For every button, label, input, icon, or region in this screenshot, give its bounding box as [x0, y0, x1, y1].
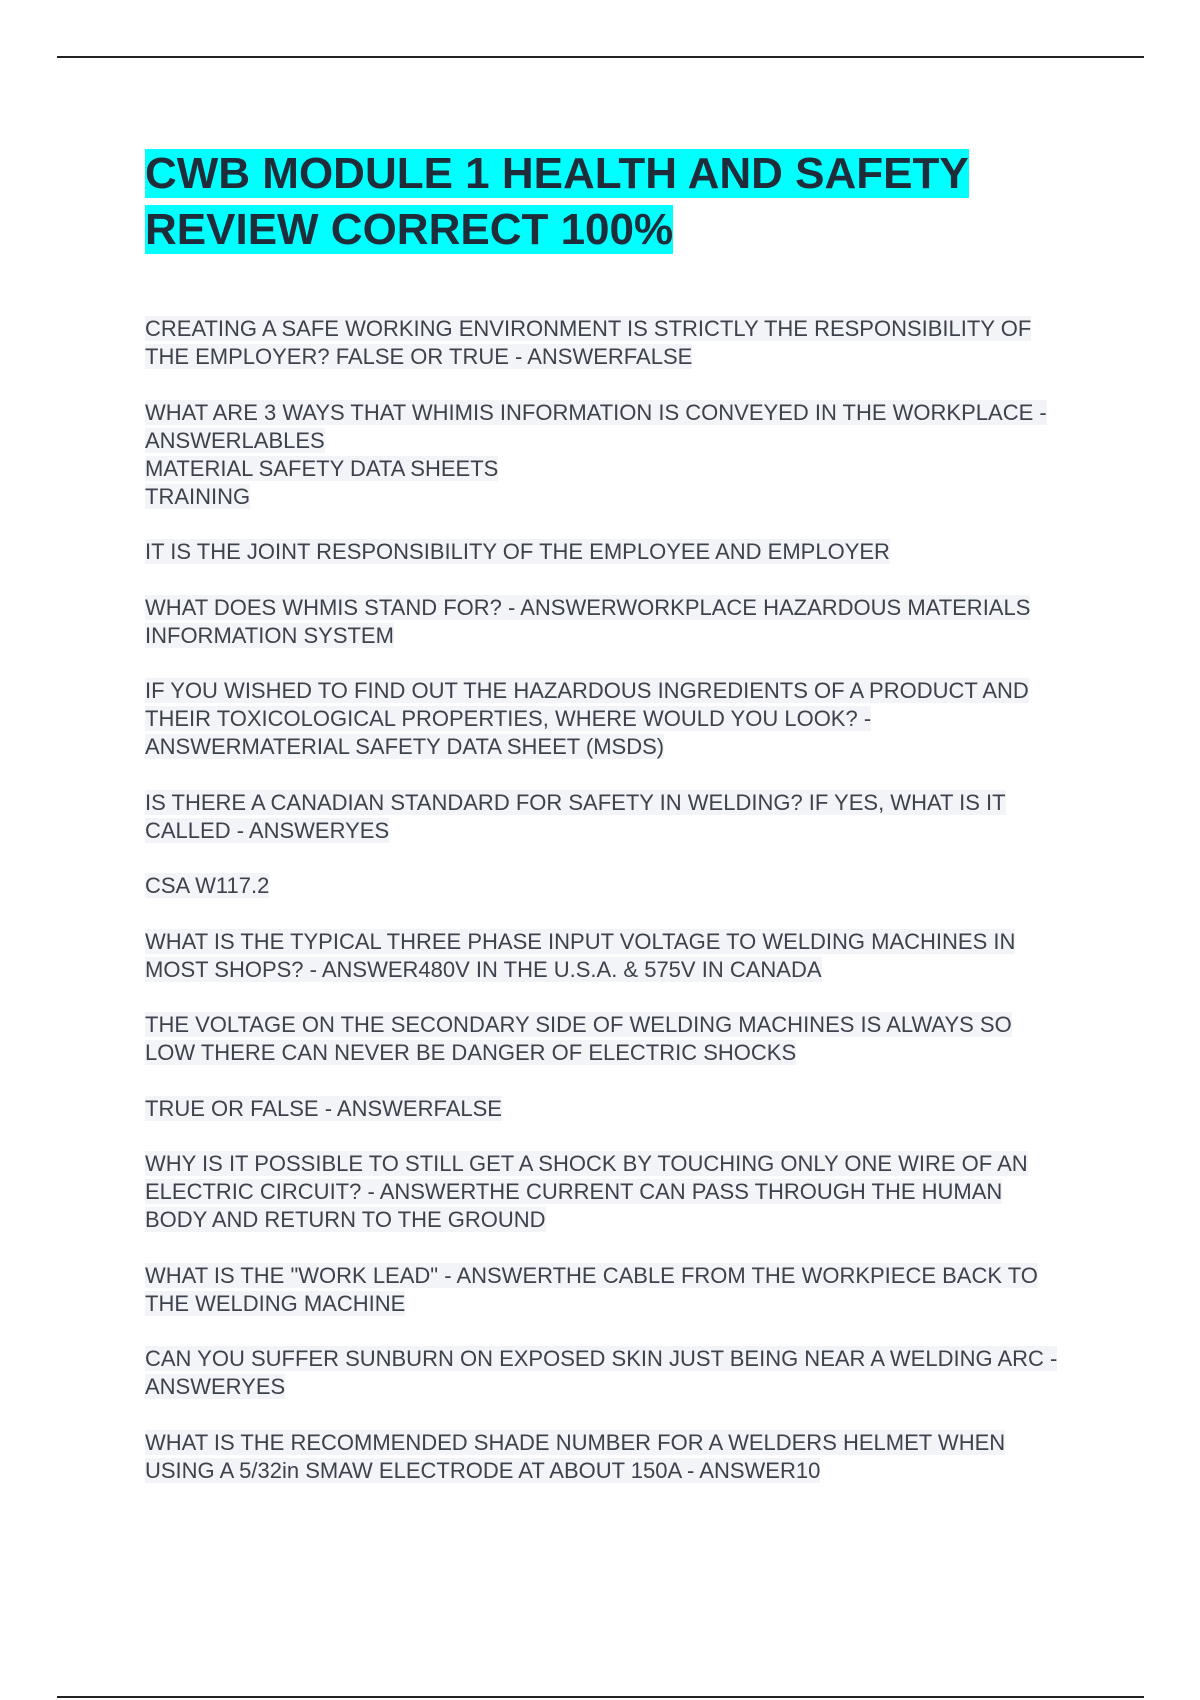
qa-paragraph	[145, 399, 1060, 511]
qa-text: WHAT ARE 3 WAYS THAT WHIMIS INFORMATION IS CONVEYED IN THE WORKPLACE - ANSWERLABLES MATERIAL SAFETY DATA SHEETS TRAINING	[145, 399, 1047, 509]
footer-rule	[57, 1696, 1144, 1698]
qa-text: IT IS THE JOINT RESPONSIBILITY OF THE EMPLOYEE AND EMPLOYER	[145, 539, 890, 564]
qa-paragraph	[145, 594, 1060, 650]
qa-text: IS THERE A CANADIAN STANDARD FOR SAFETY IN WELDING? IF YES, WHAT IS IT CALLED - ANSWERYES	[145, 789, 1006, 843]
qa-paragraph	[145, 928, 1060, 984]
qa-text: CAN YOU SUFFER SUNBURN ON EXPOSED SKIN JUST BEING NEAR A WELDING ARC - ANSWERYES	[145, 1346, 1058, 1399]
qa-paragraph	[145, 677, 1060, 761]
header-rule	[57, 56, 1144, 58]
qa-paragraph	[145, 1011, 1060, 1067]
qa-paragraph	[145, 1150, 1060, 1234]
qa-text: WHAT IS THE RECOMMENDED SHADE NUMBER FOR A WELDERS HELMET WHEN USING A 5/32in SMAW ELECTRODE AT ABOUT 150A - ANSWER10	[145, 1429, 1006, 1483]
qa-text: IF YOU WISHED TO FIND OUT THE HAZARDOUS INGREDIENTS OF A PRODUCT AND THEIR TOXICOLOGICAL PROPERTIES, WHERE WOULD YOU LOOK? - ANSWERMATERIAL SAFETY DATA SHEET (MSDS)	[145, 678, 1029, 759]
qa-paragraph	[145, 1345, 1060, 1401]
qa-text: WHAT IS THE TYPICAL THREE PHASE INPUT VOLTAGE TO WELDING MACHINES IN MOST SHOPS? - ANSWER480V IN THE U.S.A. & 575V IN CANADA	[145, 928, 1016, 982]
qa-text: TRUE OR FALSE - ANSWERFALSE	[145, 1095, 502, 1121]
qa-list	[145, 315, 1060, 1485]
qa-paragraph	[145, 872, 1060, 900]
qa-paragraph	[145, 1262, 1060, 1318]
qa-paragraph	[145, 789, 1060, 845]
qa-text: CREATING A SAFE WORKING ENVIRONMENT IS STRICTLY THE RESPONSIBILITY OF THE EMPLOYER? FALSE OR TRUE - ANSWERFALSE	[145, 316, 1032, 369]
qa-text: WHAT IS THE "WORK LEAD" - ANSWERTHE CABLE FROM THE WORKPIECE BACK TO THE WELDING MACHINE	[145, 1262, 1038, 1316]
document-title	[145, 146, 1060, 258]
qa-paragraph	[145, 315, 1060, 371]
qa-paragraph	[145, 538, 1060, 566]
qa-paragraph	[145, 1429, 1060, 1485]
title-text: CWB MODULE 1 HEALTH AND SAFETY REVIEW CORRECT 100%	[145, 149, 969, 254]
qa-text: THE VOLTAGE ON THE SECONDARY SIDE OF WELDING MACHINES IS ALWAYS SO LOW THERE CAN NEVER BE DANGER OF ELECTRIC SHOCKS	[145, 1012, 1012, 1065]
qa-paragraph	[145, 1095, 1060, 1123]
qa-text: WHAT DOES WHMIS STAND FOR? - ANSWERWORKPLACE HAZARDOUS MATERIALS INFORMATION SYSTEM	[145, 594, 1031, 648]
qa-text: WHY IS IT POSSIBLE TO STILL GET A SHOCK BY TOUCHING ONLY ONE WIRE OF AN ELECTRIC CIRCUIT? - ANSWERTHE CURRENT CAN PASS THROUGH THE HUMAN BODY AND RETURN TO THE GROUND	[145, 1151, 1028, 1232]
qa-text: CSA W117.2	[145, 873, 270, 898]
document-body	[145, 146, 1060, 1512]
